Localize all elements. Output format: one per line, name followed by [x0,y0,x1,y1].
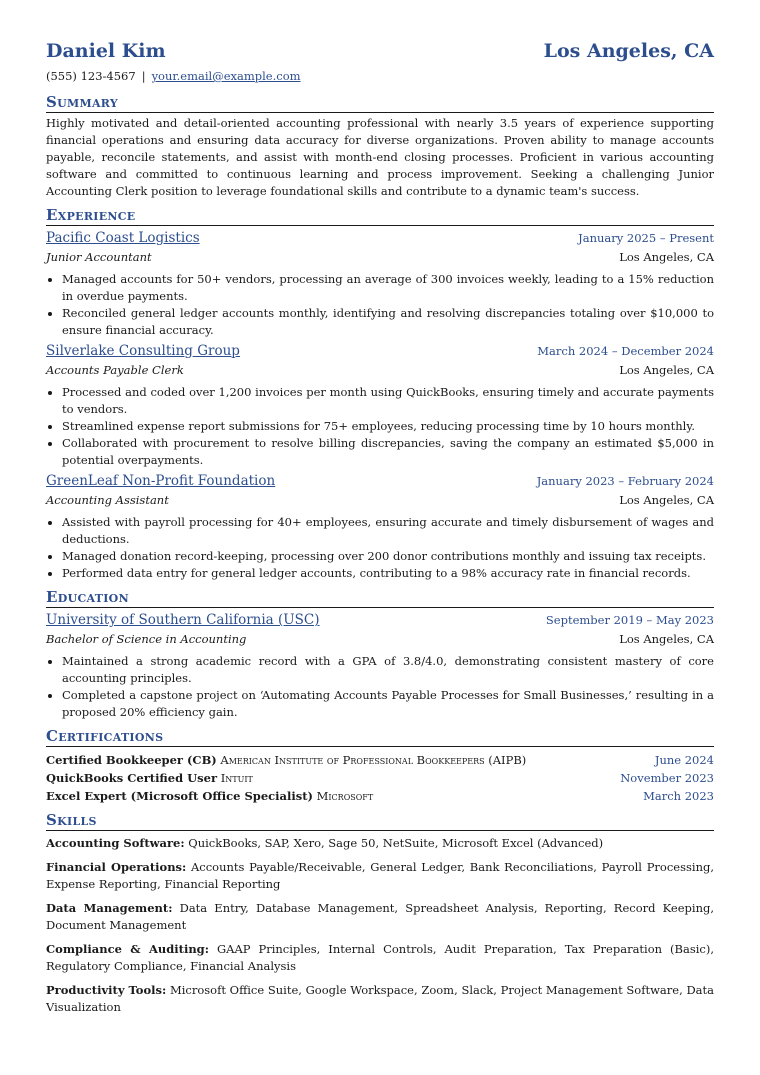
achievement-item: • Streamlined expense report submissions for 75+ employees, reducing processing time by 10 hours monthly. [62,418,714,435]
job-title: Accounting Assistant [46,493,169,507]
section-title-education: Education [46,588,714,608]
employment-dates: January 2023 – February 2024 [536,474,714,488]
section-title-summary: Summary [46,93,714,113]
skill-list: QuickBooks, SAP, Xero, Sage 50, NetSuite, Microsoft Excel (Advanced) [188,836,604,850]
job-location: Los Angeles, CA [619,250,714,264]
certification-name: Certified Bookkeeper (CB) [46,753,217,767]
contact-line [46,68,714,85]
certification-row [46,751,714,769]
section-title-skills: Skills [46,811,714,831]
achievement-list [46,271,714,339]
education-achievement-list [46,653,714,721]
education-dates: September 2019 – May 2023 [545,613,714,627]
skill-list: GAAP Principles, Internal Controls, Audit Preparation, Tax Preparation (Basic), Regulatory Compliance, Financial Analysis [46,942,714,973]
employment-dates: March 2024 – December 2024 [537,344,714,358]
achievement-item: • Collaborated with procurement to resolve billing discrepancies, saving the company an estimated $5,000 in potential overpayments. [62,435,714,469]
achievement-item: • Processed and coded over 1,200 invoices per month using QuickBooks, ensuring timely and accurate payments to vendors. [62,384,714,418]
certification-issuer: American Institute of Professional Bookkeepers (AIPB) [220,753,527,767]
job-title: Accounts Payable Clerk [46,363,184,377]
degree: Bachelor of Science in Accounting [46,632,247,646]
experience-entry [46,228,714,339]
certification-list [46,751,714,805]
school-link[interactable]: University of Southern California (USC) [46,612,320,628]
employment-dates: January 2025 – Present [578,231,714,245]
certification-row [46,769,714,787]
achievement-item: • Reconciled general ledger accounts monthly, identifying and resolving discrepancies totaling over $10,000 to ensure financial accuracy. [62,305,714,339]
employer-link[interactable]: GreenLeaf Non-Profit Foundation [46,473,276,489]
skill-category: Accounting Software: [46,836,185,850]
certification-row [46,787,714,805]
achievement-item: • Assisted with payroll processing for 40+ employees, ensuring accurate and timely disbursement of wages and deductions. [62,514,714,548]
section-title-experience: Experience [46,206,714,226]
experience-entry [46,341,714,469]
skill-list: Microsoft Office Suite, Google Workspace, Zoom, Slack, Project Management Software, Data Visualization [46,983,714,1014]
education-entry [46,610,714,721]
skill-category: Data Management: [46,901,173,915]
summary-text: Highly motivated and detail-oriented accounting professional with nearly 3.5 years of experience supporting financial operations and ensuring data accuracy for diverse organizations. Proven ability to manage accounts payable, reconcile statements, and assist with month-end closing processes. Proficient in various accounting software and committed to continuous learning and process improvement. Seeking a challenging Junior Accounting Clerk position to leverage foundational skills and contribute to a dynamic team's success. [46,116,714,198]
achievement-list [46,514,714,582]
skill-category: Compliance & Auditing: [46,942,209,956]
skill-line [46,835,714,852]
skill-line [46,982,714,1016]
email-link[interactable]: your.email@example.com [151,69,301,83]
achievement-item: • Managed accounts for 50+ vendors, processing an average of 300 invoices weekly, leading to a 15% reduction in overdue payments. [62,271,714,305]
certification-date: November 2023 [620,771,714,785]
resume-header [46,38,714,64]
certification-date: March 2023 [643,789,714,803]
skill-list: Data Entry, Database Management, Spreadsheet Analysis, Reporting, Record Keeping, Document Management [46,901,714,932]
employer-link[interactable]: Silverlake Consulting Group [46,343,240,359]
section-title-certifications: Certifications [46,727,714,747]
contact-separator: | [141,69,146,83]
employer-link[interactable]: Pacific Coast Logistics [46,230,200,246]
certification-name: QuickBooks Certified User [46,771,218,785]
job-location: Los Angeles, CA [619,493,714,507]
skill-category: Financial Operations: [46,860,187,874]
job-title: Junior Accountant [46,250,152,264]
achievement-item: • Performed data entry for general ledger accounts, contributing to a 98% accuracy rate in financial records. [62,565,714,582]
job-location: Los Angeles, CA [619,363,714,377]
achievement-list [46,384,714,469]
candidate-name: Daniel Kim [46,40,166,62]
achievement-item: • Maintained a strong academic record with a GPA of 3.8/4.0, demonstrating consistent mastery of core accounting principles. [62,653,714,687]
candidate-location: Los Angeles, CA [543,40,714,62]
school-location: Los Angeles, CA [619,632,714,646]
certification-name: Excel Expert (Microsoft Office Specialist) [46,789,313,803]
certification-issuer: Intuit [220,771,253,785]
skill-line [46,900,714,934]
skill-list: Accounts Payable/Receivable, General Ledger, Bank Reconciliations, Payroll Processing, Expense Reporting, Financial Reporting [46,860,715,891]
certification-issuer: Microsoft [316,789,374,803]
certification-date: June 2024 [654,753,714,767]
skill-category: Productivity Tools: [46,983,167,997]
skill-line [46,859,714,893]
achievement-item: • Completed a capstone project on ‘Automating Accounts Payable Processes for Small Businesses,’ resulting in a proposed 20% efficiency gain. [62,687,714,721]
phone-number: (555) 123-4567 [46,69,136,83]
achievement-item: • Managed donation record-keeping, processing over 200 donor contributions monthly and issuing tax receipts. [62,548,714,565]
experience-entry [46,471,714,582]
skill-line [46,941,714,975]
